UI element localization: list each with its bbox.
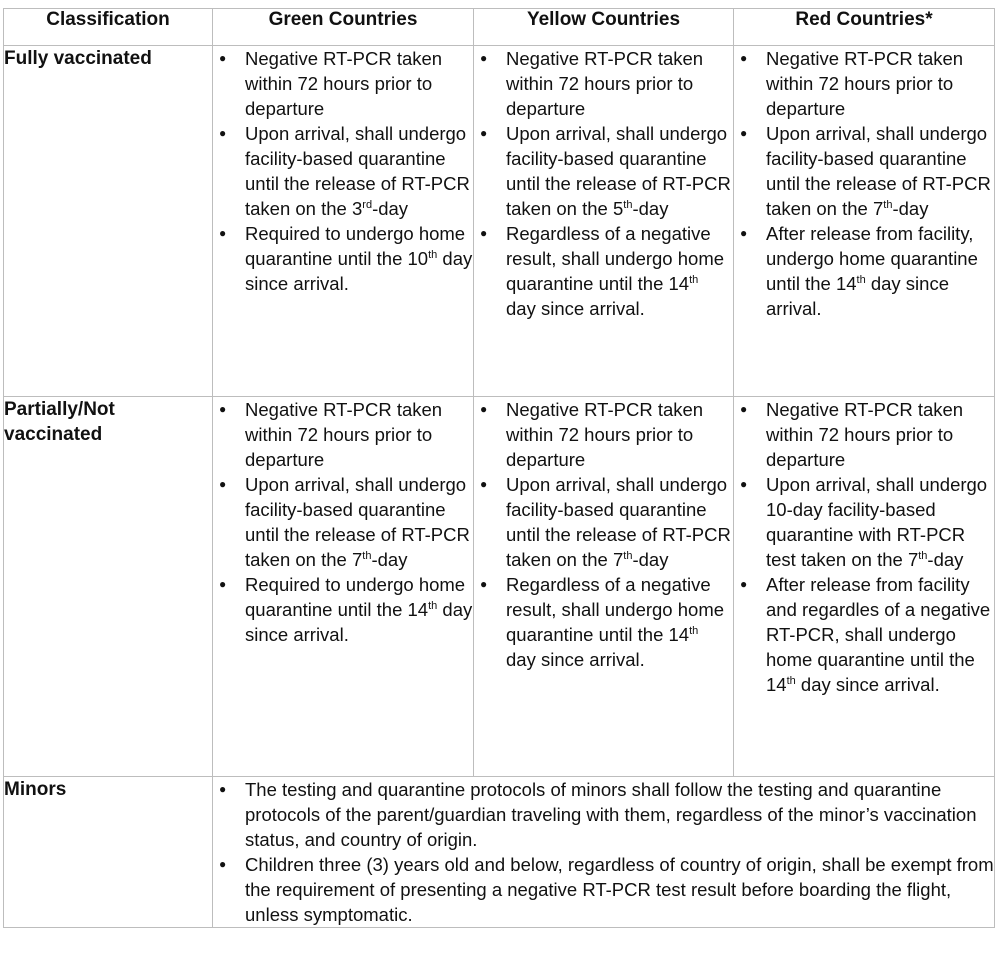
bullet-list xyxy=(734,46,994,321)
bullet-item: ● Negative RT-PCR taken within 72 hours prior to departure xyxy=(734,397,994,472)
bullet-item: ● Required to undergo home quarantine until the 14th day since arrival. xyxy=(213,572,473,647)
classification-fully-vaccinated: Fully vaccinated xyxy=(4,46,213,397)
bullet-item: ● Upon arrival, shall undergo 10-day facility-based quarantine with RT-PCR test taken on the 7th-day xyxy=(734,472,994,572)
bullet-item: ● The testing and quarantine protocols of minors shall follow the testing and quarantine protocols of the parent/guardian traveling with them, regardless of the minor’s vaccination status, and country of origin. xyxy=(213,777,994,852)
classification-partially-not-vaccinated: Partially/Not vaccinated xyxy=(4,397,213,777)
bullet-item: ● After release from facility and regardles of a negative RT-PCR, shall undergo home quarantine until the 14th day since arrival. xyxy=(734,572,994,697)
bullet-item: ● Upon arrival, shall undergo facility-based quarantine until the release of RT-PCR taken on the 7th-day xyxy=(213,472,473,572)
header-classification: Classification xyxy=(4,9,213,46)
bullet-item: ● Negative RT-PCR taken within 72 hours prior to departure xyxy=(213,46,473,121)
ordinal-suffix: th xyxy=(623,550,633,562)
bullet-item: ● Negative RT-PCR taken within 72 hours prior to departure xyxy=(474,397,733,472)
bullet-item: ● Children three (3) years old and below, regardless of country of origin, shall be exempt from the requirement of presenting a negative RT-PCR test result before boarding the flight, unless symptomatic. xyxy=(213,852,994,927)
bullet-item: ● Required to undergo home quarantine until the 10th day since arrival. xyxy=(213,221,473,296)
row-minors xyxy=(4,777,995,928)
row-fully-vaccinated xyxy=(4,46,995,397)
bullet-item: ● Regardless of a negative result, shall undergo home quarantine until the 14th day since arrival. xyxy=(474,221,733,321)
bullet-item: ● Negative RT-PCR taken within 72 hours prior to departure xyxy=(213,397,473,472)
bullet-list xyxy=(474,397,733,672)
cell-partial-red xyxy=(734,397,995,777)
bullet-item: ● Upon arrival, shall undergo facility-based quarantine until the release of RT-PCR taken on the 7th-day xyxy=(474,472,733,572)
ordinal-suffix: th xyxy=(689,625,699,637)
bullet-item: ● Negative RT-PCR taken within 72 hours prior to departure xyxy=(474,46,733,121)
cell-partial-green xyxy=(213,397,474,777)
ordinal-suffix: th xyxy=(428,600,438,612)
row-partially-not-vaccinated xyxy=(4,397,995,777)
cell-minors xyxy=(213,777,995,928)
bullet-item: ● Negative RT-PCR taken within 72 hours prior to departure xyxy=(734,46,994,121)
ordinal-suffix: th xyxy=(623,199,633,211)
bullet-item: ● Upon arrival, shall undergo facility-based quarantine until the release of RT-PCR taken on the 7th-day xyxy=(734,121,994,221)
cell-fully-yellow xyxy=(474,46,734,397)
ordinal-suffix: th xyxy=(428,249,438,261)
ordinal-suffix: th xyxy=(883,199,893,211)
classification-minors: Minors xyxy=(4,777,213,928)
header-red-countries: Red Countries* xyxy=(734,9,995,46)
ordinal-suffix: rd xyxy=(362,199,373,211)
cell-fully-red xyxy=(734,46,995,397)
bullet-list xyxy=(213,46,473,296)
bullet-list xyxy=(213,397,473,647)
header-yellow-countries: Yellow Countries xyxy=(474,9,734,46)
header-row xyxy=(4,9,995,46)
cell-partial-yellow xyxy=(474,397,734,777)
ordinal-suffix: th xyxy=(786,675,796,687)
header-green-countries: Green Countries xyxy=(213,9,474,46)
ordinal-suffix: th xyxy=(689,274,699,286)
ordinal-suffix: th xyxy=(918,550,928,562)
quarantine-protocol-table xyxy=(3,8,995,928)
bullet-item: ● Regardless of a negative result, shall undergo home quarantine until the 14th day since arrival. xyxy=(474,572,733,672)
bullet-item: ● Upon arrival, shall undergo facility-based quarantine until the release of RT-PCR taken on the 3rd-day xyxy=(213,121,473,221)
ordinal-suffix: th xyxy=(362,550,372,562)
bullet-list xyxy=(734,397,994,697)
bullet-list xyxy=(213,777,994,927)
bullet-list xyxy=(474,46,733,321)
bullet-item: ● After release from facility, undergo home quarantine until the 14th day since arrival. xyxy=(734,221,994,321)
ordinal-suffix: th xyxy=(856,274,866,286)
cell-fully-green xyxy=(213,46,474,397)
bullet-item: ● Upon arrival, shall undergo facility-based quarantine until the release of RT-PCR taken on the 5th-day xyxy=(474,121,733,221)
